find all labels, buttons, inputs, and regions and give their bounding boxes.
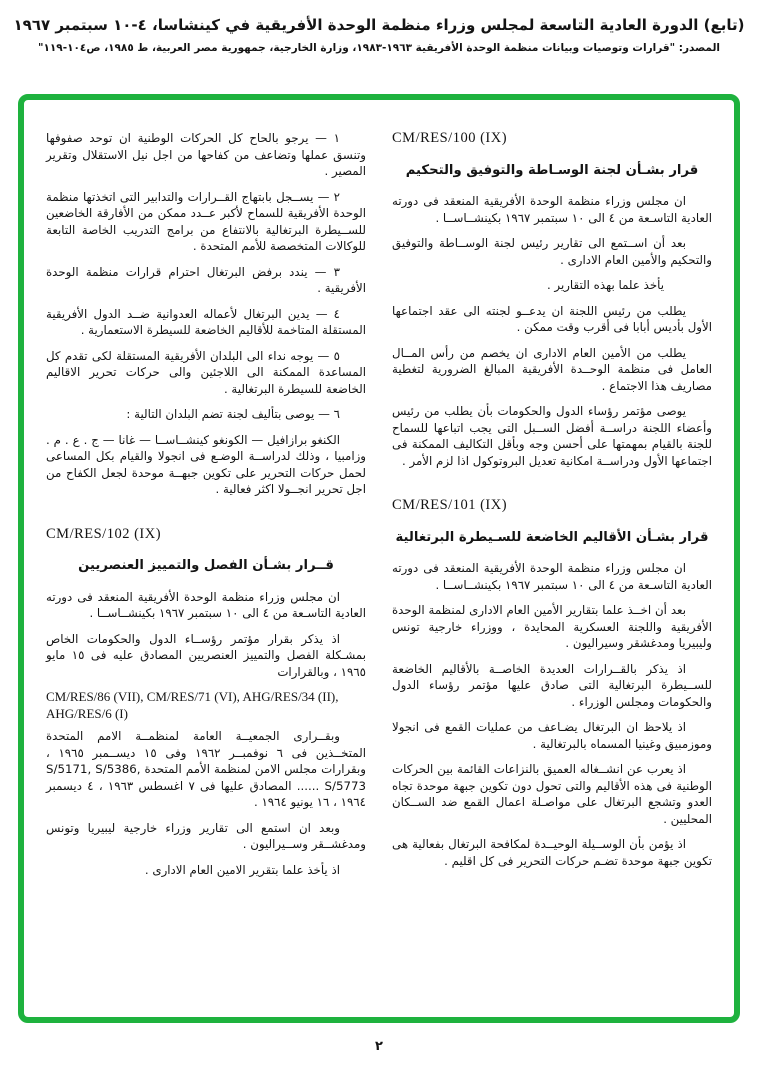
resolution-paragraph: ان مجلس وزراء منظمة الوحدة الأفريقية المنعقد فى دورته العادية التاسـعة من ٤ الى ١٠ سبتمبر ١٩٦٧ بكينشــاســا . — [392, 194, 712, 225]
resolution-title-102: قــرار بشـأن الفصل والتمييز العنصريين — [78, 558, 334, 573]
resolution-paragraph: وبقــرارى الجمعيــة العامة لمنظمــة الامم المتحدة المتخــذين فى ٦ نوفمبــر ١٩٦٢ وفى ١٥ ديســمبر ١٩٦٥ ، وبقرارات مجلس الامن لمنظمة الأمم المتحدة S/5171, S/5386, S/5773 ...... المصادق عليها فى ٧ اغسطس ١٩٦٣ ، ٤ ديسمبر ١٩٦٤ ، ١٦ يونيو ١٩٦٤ . — [46, 729, 367, 809]
committee-countries-paragraph: الكنغو برازافيل — الكونغو كينشــاســا — غانا — ج . ع . م . وزامبيا ، وذلك لدراســة الوضـع فى انجولا والقيام بكل المساعى لحمل حركات التحرير على تكوين جبهــة موحدة لجعل الكفاح من اجل تحرير انجــولا اكثر فعالية . — [46, 432, 366, 496]
numbered-clause-4: ٤ — يدين البرتغال لأعماله العدوانية ضــد الدول الأفريقية المستقلة المتاخمة للأقاليم الخاضعة للسيطرة الاستعمارية . — [46, 306, 366, 337]
resolution-paragraph: يطلب من رئيس اللجنة ان يدعــو لجنته الى عقد اجتماعها الأول بأديس أبابا فى أقرب وقت ممكن . — [392, 303, 712, 334]
column-left — [46, 130, 366, 887]
latin-resolutions-line: CM/RES/86 (VII), CM/RES/71 (VI), AHG/RES/34 (II), AHG/RES/6 (I) — [46, 689, 339, 721]
resolution-paragraph: يأخذ علما بهذه التقارير . — [546, 278, 664, 292]
two-column-layout — [24, 100, 734, 897]
resolution-paragraph: ان مجلس وزراء منظمة الوحدة الأفريقية المنعقد فى دورته العادية التاسـعة من ٤ الى ١٠ سبتمبر ١٩٦٧ بكينشــاســا . — [46, 589, 366, 620]
numbered-clause-6: ٦ — يوصى بتأليف لجنة تضم البلدان التالية : — [126, 407, 340, 421]
resolution-paragraph: بعد أن اخــذ علما بتقارير الأمين العام الادارى لمنظمة الوحدة الأفريقية واللجنة العسكرية المحايدة ، ووزراء خارجية تونس وليبيريا ومدغشقر وسيراليون . — [392, 603, 712, 650]
resolution-code-100: CM/RES/100 (IX) — [392, 130, 508, 146]
resolution-title-101: قرار بشـأن الأقاليم الخاضعة للسـيطرة البرتغالية — [395, 529, 709, 545]
resolution-paragraph: اذ يلاحظ ان البرتغال يضـاعف من عمليات القمع فى انجولا وموزمبيق وغينيا المسماه بالبرتغالية . — [392, 720, 712, 751]
header-source: المصدر: "قرارات وتوصيات وبيانات منظمة الوحدة الأفريقية ١٩٦٣-١٩٨٣، وزارة الخارجية، جمهورية مصر العربية، ط ١٩٨٥، ص١٠٤-١١٩" — [38, 42, 720, 54]
column-right — [392, 130, 712, 887]
resolution-paragraph: اذ يذكر بقرار مؤتمر رؤســاء الدول والحكومات الخاص بمشـكلة الفصل والتمييز العنصريين المصادق عليه فى ١٥ مايو ١٩٦٥ ، وبالقرارات — [46, 631, 366, 679]
resolution-paragraph: ان مجلس وزراء منظمة الوحدة الأفريقية المنعقد فى دورته العادية التاسـعة من ٤ الى ١٠ سبتمبر ١٩٦٧ بكينشــاســا . — [392, 561, 712, 592]
resolution-title-100: قرار بشـأن لجنة الوسـاطة والتوفيق والتحكيم — [405, 162, 699, 178]
page-number: ٢ — [375, 1039, 383, 1054]
page-header — [0, 0, 758, 54]
page-footer — [0, 1039, 758, 1054]
resolution-paragraph: يطلب من الأمين العام الادارى ان يخصم من رأس المــال العامل فى منظمة الوحــدة الأفريقية المبالغ الضرورية لتغطية مصاريف هذا الاجتماع . — [392, 345, 712, 393]
resolution-paragraph: بعد أن اســتمع الى تقارير رئيس لجنة الوســاطة والتوفيق والتحكيم والأمين العام الادارى . — [392, 236, 712, 267]
numbered-clause-1: ١ — يرجو بالحاح كل الحركات الوطنية ان توحد صفوفها وتنسق عملها وتضاعف من كفاحها من اجل نيل الاستقلال وتقرير المصير . — [46, 131, 366, 178]
resolution-code-101: CM/RES/101 (IX) — [392, 497, 508, 513]
numbered-clause-3: ٣ — يندد برفض البرتغال احترام قرارات منظمة الوحدة الأفريقية . — [46, 264, 366, 295]
resolution-code-102: CM/RES/102 (IX) — [46, 525, 162, 542]
resolution-paragraph: اذ يأخذ علما بتقرير الامين العام الادارى . — [144, 862, 340, 877]
resolution-paragraph: وبعد ان استمع الى تقارير وزراء خارجية ليبيريا وتونس ومدغشــقر وســيراليون . — [46, 820, 366, 851]
resolution-paragraph: اذ يؤمن بأن الوســيلة الوحيــدة لمكافحة البرتغال بفعالية هى تكوين جبهة موحدة تضـم حركات التحرير فى كل اقليم . — [392, 837, 712, 868]
numbered-clause-2: ٢ — يســجل بابتهاج القــرارات والتدابير التى اتخذتها منظمة الوحدة الأفريقية للسماح لأكبر عــدد ممكن من الأفارقة الخاضعين للســيطرة البرتغالية بالانتفاع من برامج التدريب الخاصة التابعة للوكالات المتخصصة للأمم المتحدة . — [46, 189, 366, 253]
resolution-paragraph: يوصى مؤتمر رؤساء الدول والحكومات بأن يطلب من رئيس وأعضاء اللجنة دراســة أفضل الســبل التى يجب اتباعها للسماح للجنة بالقيام بمهمتها على أحسن وجه وبأقل التكاليف الممكنة فى اجتماعها الأول ودراســة امكانية تعديل البروتوكول اذا لزم الأمر . — [392, 404, 712, 468]
header-title: (تابع) الدورة العادية التاسعة لمجلس وزراء منظمة الوحدة الأفريقية في كينشاسا، ٤-١٠ سبتمبر ١٩٦٧ — [13, 16, 745, 34]
resolution-paragraph: اذ يعرب عن انشــغاله العميق بالنزاعات القائمة بين الحركات الوطنية فى هذه الأقاليم والتى تحول دون تكوين جبهة موحدة تجاه العدو وتشجع البرتغال على مواصـلة اعمال القمع ضد الســكان المحليين . — [392, 762, 712, 826]
numbered-clause-5: ٥ — يوجه نداء الى البلدان الأفريقية المستقلة لكى تقدم كل المساعدة الممكنة الى اللاجئين والى حركات تحرير الاقاليم الخاضعة للسيطرة البرتغالية . — [46, 348, 366, 396]
resolution-paragraph: اذ يذكر بالقــرارات العديدة الخاصــة بالأقاليم الخاضعة للســيطرة البرتغالية التى صادق عليها مؤتمر رؤساء الدول والحكومات ومجلس الوزراء . — [392, 661, 712, 709]
content-border-box — [18, 94, 740, 1023]
